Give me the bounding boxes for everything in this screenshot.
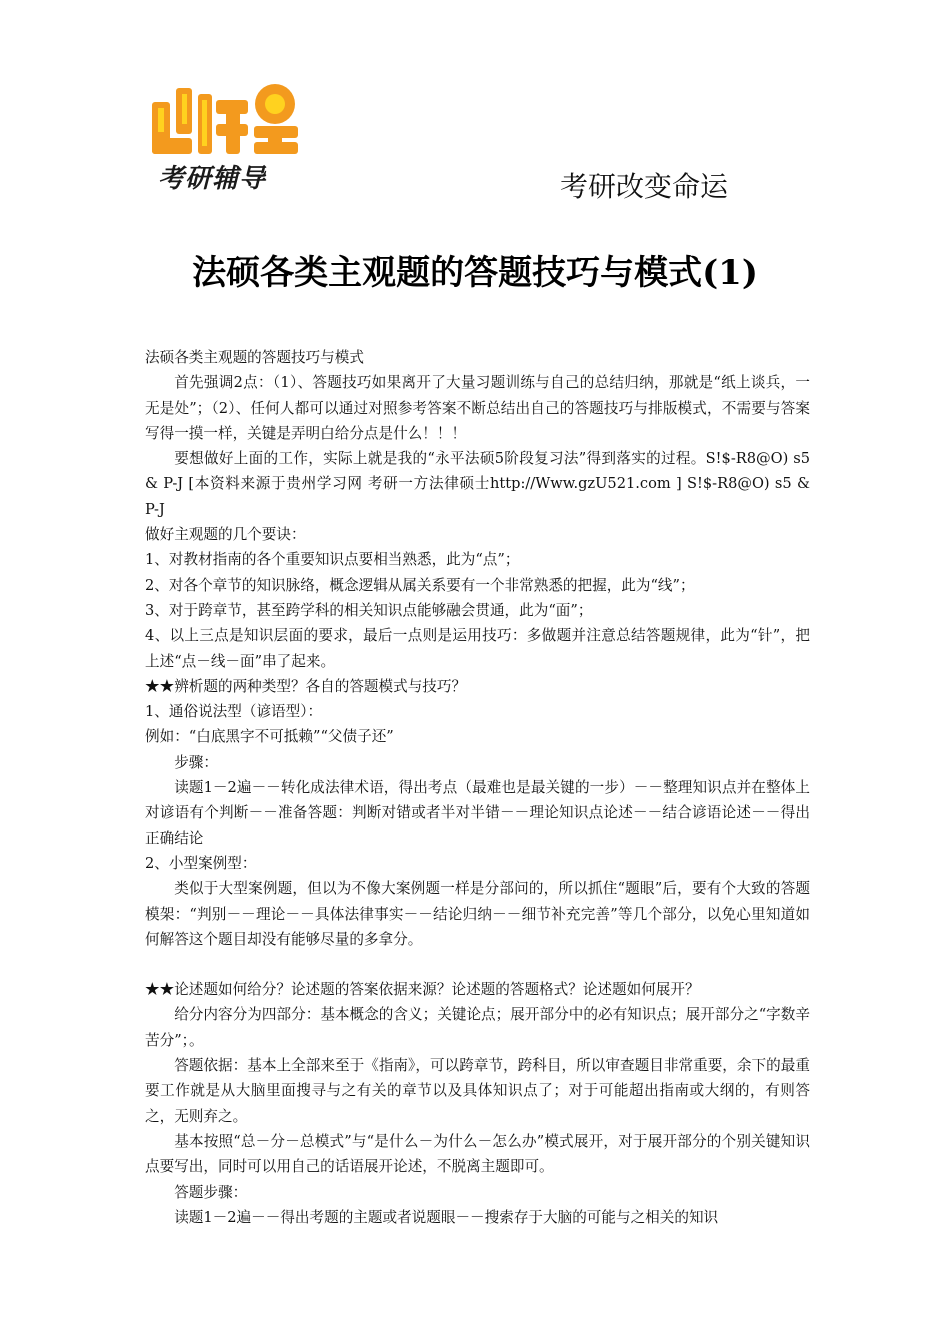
list-item: 2、对各个章节的知识脉络，概念逻辑从属关系要有一个非常熟悉的把握，此为“线”； [145, 576, 695, 594]
paragraph: 1、通俗说法型（谚语型）： [145, 703, 323, 721]
kaicheng-logo [150, 80, 300, 195]
paragraph: 读题1－2遍－－得出考题的主题或者说题眼－－搜索存于大脑的可能与之相关的知识 [174, 1208, 719, 1226]
document-title: 法硕各类主观题的答题技巧与模式(1) [192, 253, 758, 293]
paragraph: 基本按照“总－分－总模式”与“是什么－为什么－怎么办”模式展开，对于展开部分的个别关键知识点要写出，同时可以用自己的话语展开论述，不脱离主题即可。 [145, 1132, 810, 1176]
paragraph: 例如：“白底黑字不可抵赖”“父债子还” [145, 728, 394, 746]
paragraph: 2、小型案例型： [145, 854, 257, 872]
paragraph: 做好主观题的几个要诀： [145, 526, 306, 544]
paragraph: 答题步骤： [174, 1183, 248, 1201]
slogan: 考研改变命运 [560, 170, 729, 203]
section-heading: ★★论述题如何给分？论述题的答案依据来源？论述题的答题格式？论述题如何展开？ [145, 981, 700, 999]
kaicheng-logo-mark [150, 80, 300, 158]
logo-subtitle: 考研辅导 [158, 164, 267, 194]
paragraph: 读题1－2遍－－转化成法律术语，得出考点（最难也是最关键的一步）－－整理知识点并在整体上对谚语有个判断－－准备答题：判断对错或者半对半错－－理论知识点论述－－结合谚语论述－－得出正确结论 [145, 779, 810, 847]
list-item: 1、对教材指南的各个重要知识点要相当熟悉，此为“点”； [145, 551, 520, 569]
paragraph: 给分内容分为四部分：基本概念的含义；关键论点；展开部分中的必有知识点；展开部分之“字数辛苦分”；。 [145, 1006, 810, 1049]
paragraph: 答题依据：基本上全部来至于《指南》，可以跨章节，跨科目，所以审查题目非常重要，余下的最重要工作就是从大脑里面搜寻与之有关的章节以及具体知识点了；对于可能超出指南或大纲的，有则答之，无则弃之。 [145, 1057, 810, 1125]
section-heading: ★★辨析题的两种类型？各自的答题模式与技巧？ [145, 677, 467, 695]
document-body [145, 345, 810, 1230]
paragraph: 首先强调2点：（1）、答题技巧如果离开了大量习题训练与自己的总结归纳，那就是“纸上谈兵，一无是处”；（2）、任何人都可以通过对照参考答案不断总结出自己的答题技巧与排版模式，不需要与答案写得一摸一样，关键是弄明白给分点是什么！！！ [145, 374, 810, 442]
paragraph: 法硕各类主观题的答题技巧与模式 [145, 349, 364, 366]
paragraph-gap [145, 952, 810, 977]
paragraph: 要想做好上面的工作，实际上就是我的“永平法硕5阶段复习法”得到落实的过程。S!$-R8@O) s5 & P-J [本资料来源于贵州学习网 考研一方法律硕士http://Www.gzU521.com ] S!$-R8@O) s5 & P-J [145, 450, 810, 518]
list-item: 3、对于跨章节，甚至跨学科的相关知识点能够融会贯通，此为“面”； [145, 601, 593, 619]
list-item: 4、以上三点是知识层面的要求，最后一点则是运用技巧：多做题并注意总结答题规律，此为“针”，把上述“点－线－面”串了起来。 [145, 627, 810, 670]
paragraph: 类似于大型案例题，但以为不像大案例题一样是分部问的，所以抓住“题眼”后，要有个大致的答题模架：“判别－－理论－－具体法律事实－－结论归纳－－细节补充完善”等几个部分，以免心里知道如何解答这个题目却没有能够尽量的多拿分。 [145, 880, 810, 948]
paragraph: 步骤： [174, 753, 218, 771]
